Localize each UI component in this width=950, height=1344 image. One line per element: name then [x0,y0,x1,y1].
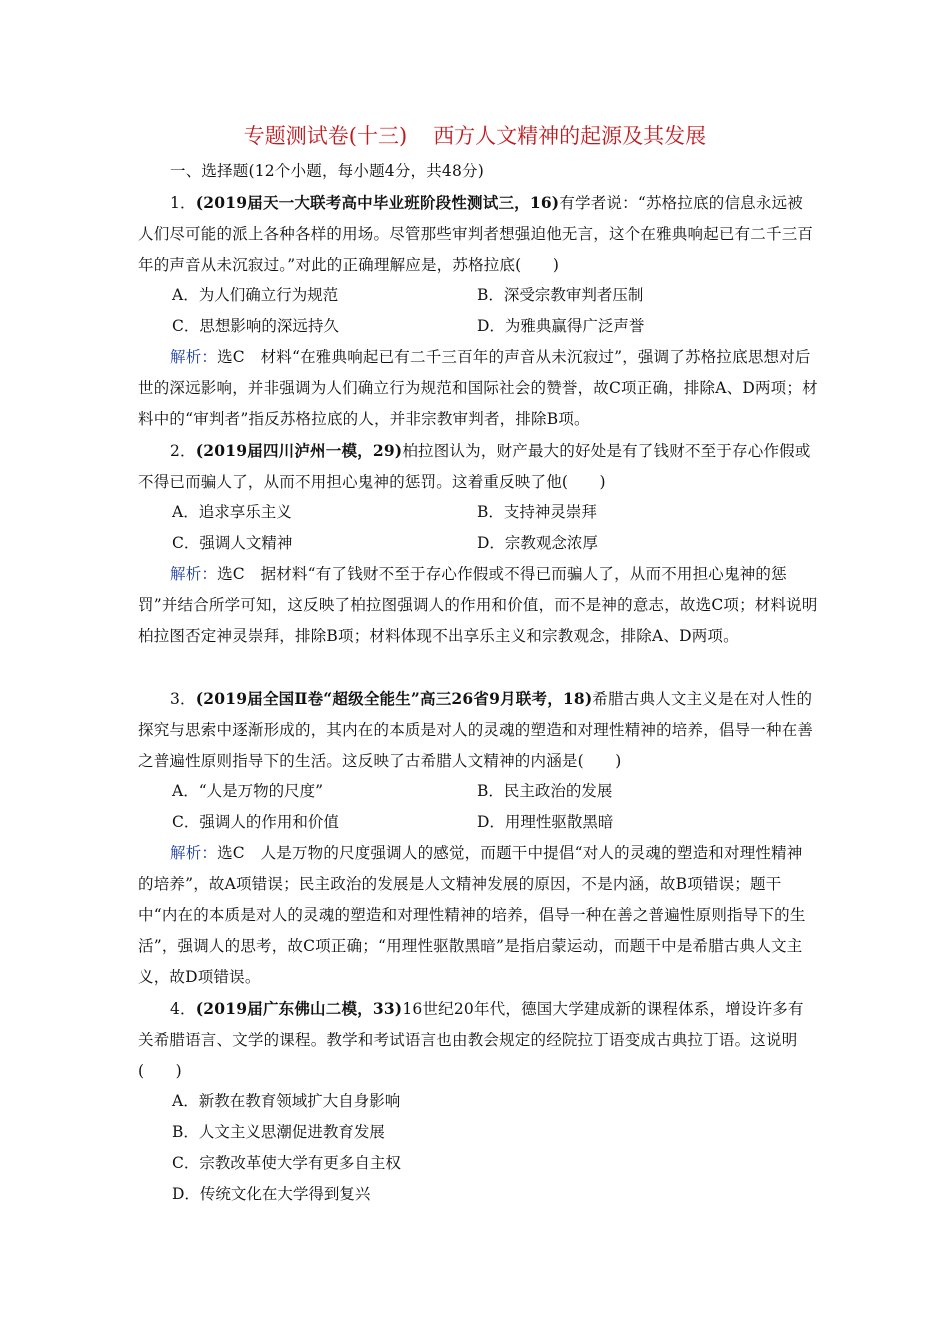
question-3-stem: 3．(2019届全国Ⅱ卷“超级全能生”高三26省9月联考，18)希腊古典人文主义是在对人性的探究与思索中逐渐形成的，其内在的本质是对人的灵魂的塑造和对理性精神的培养，倡导一种在善之普遍性原则指导下的生活。这反映了古希腊人文精神的内涵是( ) [138,689,814,770]
option-a: A．为人们确立行为规范 [172,286,339,304]
analysis-label: 解析： [170,348,218,366]
analysis-label: 解析： [170,565,218,583]
question-1-options [172,280,812,342]
option-a: A．追求享乐主义 [172,503,292,521]
option-d: D．宗教观念浓厚 [477,534,598,552]
question-1-analysis: 解析：选C 材料“在雅典响起已有二千三百年的声音从未沉寂过”，强调了苏格拉底思想对后世的深远影响，并非强调为人们确立行为规范和国际社会的赞誉，故C项正确，排除A、D两项；材料中的“审判者”指反苏格拉底的人，并非宗教审判者，排除B项。 [138,348,818,428]
option-a: A．新教在教育领域扩大自身影响 [172,1092,401,1110]
title-main: 专题测试卷(十三) [243,124,408,148]
section-heading: 一、选择题(12个小题，每小题4分，共48分) [170,162,485,180]
question-4-options [172,1086,812,1210]
question-3-analysis: 解析：选C 人是万物的尺度强调人的感觉，而题干中提倡“对人的灵魂的塑造和对理性精神的培养”，故A项错误；民主政治的发展是人文精神发展的原因，不是内涵，故B项错误；题干中“内在的本质是对人的灵魂的塑造和对理性精神的培养，倡导一种在善之普遍性原则指导下的生活”，强调人的思考，故C项正确；“用理性驱散黑暗”是指启蒙运动，而题干中是希腊古典人文主义，故D项错误。 [138,844,806,986]
document-title [0,120,950,152]
option-d: D．为雅典赢得广泛声誉 [477,317,645,335]
option-b: B．深受宗教审判者压制 [477,286,644,304]
option-c: C．思想影响的深远持久 [172,317,339,335]
option-b: B．支持神灵崇拜 [477,503,597,521]
option-d: D．用理性驱散黑暗 [477,813,614,831]
option-d: D．传统文化在大学得到复兴 [172,1185,371,1203]
question-3-options [172,776,812,838]
option-b: B．人文主义思潮促进教育发展 [172,1123,385,1141]
question-1-stem: 1．(2019届天一大联考高中毕业班阶段性测试三，16)有学者说：“苏格拉底的信息永远被人们尽可能的派上各种各样的用场。尽管那些审判者想强迫他无言，这个在雅典响起已有二千三百年的声音从未沉寂过。”对此的正确理解应是，苏格拉底( ) [138,193,814,274]
question-4-stem: 4．(2019届广东佛山二模，33)16世纪20年代，德国大学建成新的课程体系，增设许多有关希腊语言、文学的课程。教学和考试语言也由教会规定的经院拉丁语变成古典拉丁语。这说明( ) [138,999,804,1080]
option-b: B．民主政治的发展 [477,782,613,800]
option-c: C．强调人的作用和价值 [172,813,339,831]
option-a: A．“人是万物的尺度” [172,782,324,800]
title-sub: 西方人文精神的起源及其发展 [433,124,707,148]
option-c: C．强调人文精神 [172,534,293,552]
question-2-stem: 2．(2019届四川泸州一模，29)柏拉图认为，财产最大的好处是有了钱财不至于存心作假或不得已而骗人了，从而不用担心鬼神的惩罚。这着重反映了他( ) [138,441,811,491]
option-c: C．宗教改革使大学有更多自主权 [172,1154,401,1172]
analysis-label: 解析： [170,844,218,862]
question-2-analysis: 解析：选C 据材料“有了钱财不至于存心作假或不得已而骗人了，从而不用担心鬼神的惩罚”并结合所学可知，这反映了柏拉图强调人的作用和价值，而不是神的意志，故选C项；材料说明柏拉图否定神灵崇拜，排除B项；材料体现不出享乐主义和宗教观念，排除A、D两项。 [138,565,818,645]
question-2-options [172,497,812,559]
